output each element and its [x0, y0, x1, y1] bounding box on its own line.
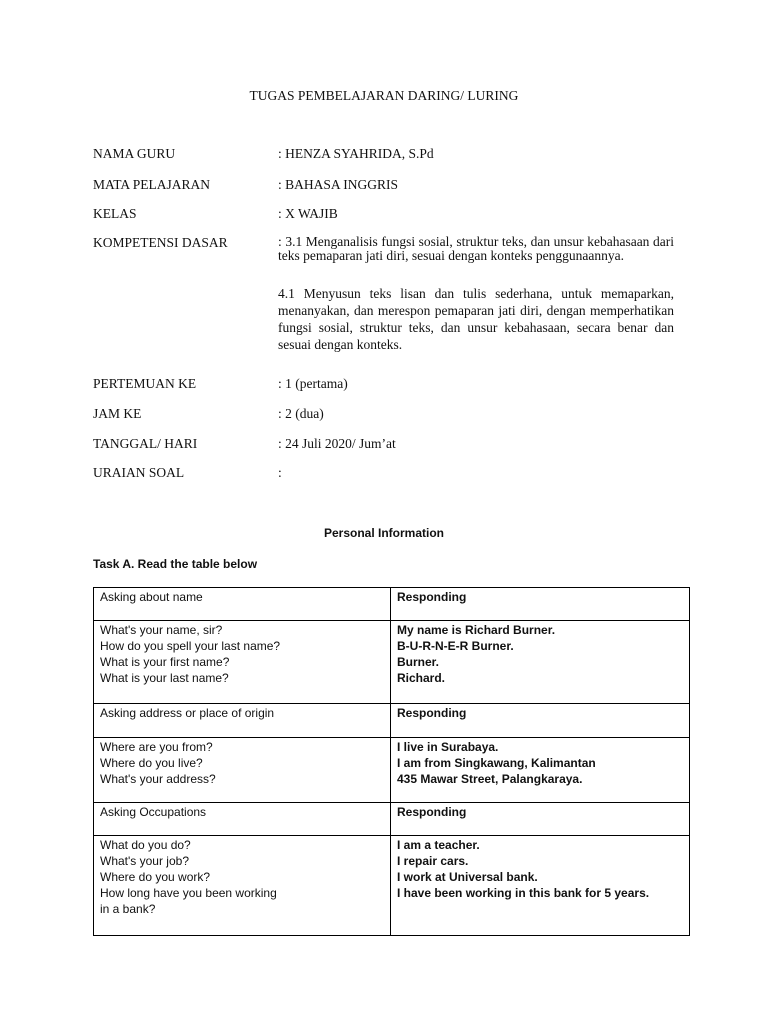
label-tanggal-hari: TANGGAL/ HARI: [93, 436, 198, 451]
cell-line: Where are you from?: [100, 740, 213, 754]
section-title: Personal Information: [323, 526, 445, 540]
table-row: [94, 588, 690, 621]
table-cell-left: [94, 588, 391, 621]
cell-line: Responding: [397, 706, 467, 720]
cell-line: in a bank?: [100, 902, 156, 916]
cell-line: Responding: [397, 590, 467, 604]
personal-information-table: [93, 587, 690, 936]
cell-line: Where do you work?: [100, 870, 211, 884]
value-uraian-soal: :: [278, 465, 282, 480]
cell-line: I live in Surabaya.: [397, 740, 499, 754]
cell-line: Burner.: [397, 655, 440, 669]
table-row: [94, 803, 690, 836]
table-cell-left: [94, 704, 391, 738]
cell-line: I repair cars.: [397, 854, 469, 868]
cell-line: How long have you been working: [100, 886, 277, 900]
cell-line: What's your name, sir?: [100, 623, 223, 637]
cell-line: I work at Universal bank.: [397, 870, 538, 884]
table-row: [94, 738, 690, 803]
cell-line: How do you spell your last name?: [100, 639, 281, 653]
table-cell-left: [94, 803, 391, 836]
label-uraian-soal: URAIAN SOAL: [93, 465, 185, 480]
cell-line: B-U-R-N-E-R Burner.: [397, 639, 514, 653]
task-title: Task A. Read the table below: [93, 557, 258, 571]
label-jam-ke: JAM KE: [93, 406, 142, 421]
cell-line: Where do you live?: [100, 756, 203, 770]
label-kompetensi-dasar: KOMPETENSI DASAR: [93, 235, 228, 250]
kompetensi-dasar-4-1: 4.1 Menyusun teks lisan dan tulis sederhana, untuk memaparkan, menanyakan, dan merespon pemaparan jati diri, dengan memperhatikan fungsi sosial, struktur teks, dan unsur kebahasaan, secara benar dan sesuai dengan konteks.: [278, 286, 674, 352]
cell-line: Asking Occupations: [100, 805, 207, 819]
cell-line: 435 Mawar Street, Palangkaraya.: [397, 772, 583, 786]
cell-line: What do you do?: [100, 838, 191, 852]
kompetensi-dasar-3-1: : 3.1 Menganalisis fungsi sosial, struktur teks, dan unsur kebahasaan dari teks pemaparan jati diri, sesuai dengan konteks penggunaannya.: [278, 234, 674, 263]
cell-line: Richard.: [397, 671, 446, 685]
value-nama-guru: : HENZA SYAHRIDA, S.Pd: [278, 146, 434, 161]
value-mata-pelajaran: : BAHASA INGGRIS: [278, 177, 399, 192]
cell-line: Responding: [397, 805, 467, 819]
label-nama-guru: NAMA GURU: [93, 146, 176, 161]
value-tanggal-hari: : 24 Juli 2020/ Jum’at: [278, 436, 396, 451]
table-cell-right: [391, 803, 690, 836]
cell-line: What is your last name?: [100, 671, 229, 685]
table-cell-left: [94, 738, 391, 803]
label-mata-pelajaran: MATA PELAJARAN: [93, 177, 211, 192]
document-title: TUGAS PEMBELAJARAN DARING/ LURING: [249, 88, 519, 103]
cell-line: I am from Singkawang, Kalimantan: [397, 756, 596, 770]
cell-line: I have been working in this bank for 5 years.: [397, 886, 650, 900]
table-row: [94, 836, 690, 936]
label-pertemuan-ke: PERTEMUAN KE: [93, 376, 197, 391]
value-kelas: : X WAJIB: [278, 206, 338, 221]
value-jam-ke: : 2 (dua): [278, 406, 324, 421]
table-cell-left: [94, 836, 391, 936]
label-kelas: KELAS: [93, 206, 137, 221]
cell-line: Asking about name: [100, 590, 203, 604]
cell-line: Asking address or place of origin: [100, 706, 275, 720]
cell-line: What is your first name?: [100, 655, 230, 669]
table-row: [94, 621, 690, 704]
cell-line: I am a teacher.: [397, 838, 480, 852]
table-cell-right: [391, 836, 690, 936]
table-cell-left: [94, 621, 391, 704]
cell-line: My name is Richard Burner.: [397, 623, 556, 637]
cell-line: What's your address?: [100, 772, 216, 786]
table-row: [94, 704, 690, 738]
table-cell-right: [391, 704, 690, 738]
table-cell-right: [391, 738, 690, 803]
value-pertemuan-ke: : 1 (pertama): [278, 376, 348, 391]
cell-line: What's your job?: [100, 854, 189, 868]
table-cell-right: [391, 588, 690, 621]
table-cell-right: [391, 621, 690, 704]
